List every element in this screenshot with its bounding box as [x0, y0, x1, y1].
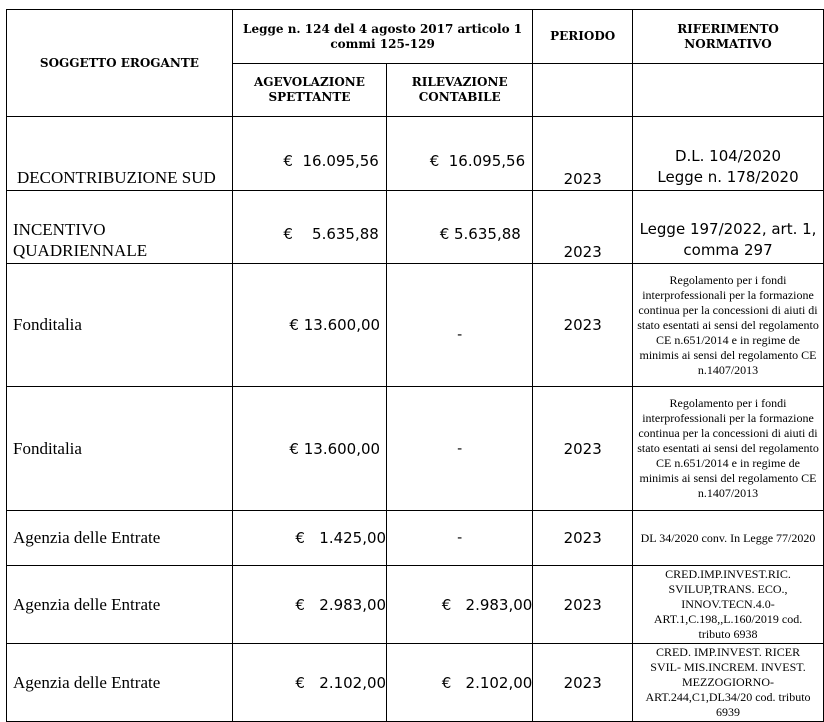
row-agevolazione: € 1.425,00	[232, 511, 386, 566]
row-agevolazione: € 2.102,00	[232, 644, 386, 722]
row-periodo: 2023	[533, 117, 633, 191]
row-riferimento: Regolamento per i fondi interprofessionali per la formazione continua per la concessioni di aiuti di stato esentati ai sensi del regolamento CE n.651/2014 e in regime de minimis ai sensi del regolamento CE n.1407/2013	[633, 387, 824, 511]
row-riferimento: DL 34/2020 conv. In Legge 77/2020	[633, 511, 824, 566]
row-rilevazione: € 2.102,00	[387, 644, 533, 722]
table-row	[7, 644, 824, 722]
row-rilevazione: -	[387, 387, 533, 511]
row-periodo: 2023	[533, 387, 633, 511]
header-legge: Legge n. 124 del 4 agosto 2017 articolo 1 commi 125-129	[232, 10, 533, 64]
row-riferimento: Regolamento per i fondi interprofessionali per la formazione continua per la concessioni di aiuti di stato esentati ai sensi del regolamento CE n.651/2014 e in regime de minimis ai sensi del regolamento CE n.1407/2013	[633, 264, 824, 387]
row-riferimento: CRED.IMP.INVEST.RIC. SVILUP,TRANS. ECO., INNOV.TECN.4.0-ART.1,C.198,,L.160/2019 cod. tributo 6938	[633, 566, 824, 644]
header-rilevazione: RILEVAZIONE CONTABILE	[387, 64, 533, 117]
row-agevolazione: € 13.600,00	[232, 387, 386, 511]
row-periodo: 2023	[533, 566, 633, 644]
row-soggetto: Fonditalia	[7, 387, 233, 511]
aid-disclosure-table	[6, 9, 824, 722]
header-riferimento: RIFERIMENTO NORMATIVO	[633, 10, 824, 64]
row-riferimento: Legge 197/2022, art. 1, comma 297	[633, 191, 824, 264]
table-row	[7, 264, 824, 387]
row-agevolazione: € 5.635,88	[232, 191, 386, 264]
header-periodo-empty	[533, 64, 633, 117]
row-soggetto: Agenzia delle Entrate	[7, 511, 233, 566]
row-agevolazione: € 2.983,00	[232, 566, 386, 644]
row-agevolazione: € 16.095,56	[232, 117, 386, 191]
row-rilevazione: -	[387, 511, 533, 566]
row-soggetto: Agenzia delle Entrate	[7, 644, 233, 722]
row-soggetto: INCENTIVO QUADRIENNALE	[7, 191, 233, 264]
row-rilevazione: -	[387, 264, 533, 387]
header-soggetto: SOGGETTO EROGANTE	[7, 10, 233, 117]
row-soggetto: Agenzia delle Entrate	[7, 566, 233, 644]
row-periodo: 2023	[533, 191, 633, 264]
row-periodo: 2023	[533, 644, 633, 722]
row-riferimento: D.L. 104/2020 Legge n. 178/2020	[633, 117, 824, 191]
header-periodo: PERIODO	[533, 10, 633, 64]
table-row	[7, 117, 824, 191]
header-riferimento-empty	[633, 64, 824, 117]
row-rilevazione: € 16.095,56	[387, 117, 533, 191]
row-soggetto: DECONTRIBUZIONE SUD	[7, 117, 233, 191]
row-rilevazione: € 2.983,00	[387, 566, 533, 644]
table-row	[7, 387, 824, 511]
row-periodo: 2023	[533, 511, 633, 566]
row-periodo: 2023	[533, 264, 633, 387]
table-row	[7, 191, 824, 264]
row-agevolazione: € 13.600,00	[232, 264, 386, 387]
row-soggetto: Fonditalia	[7, 264, 233, 387]
table-row	[7, 566, 824, 644]
row-rilevazione: € 5.635,88	[387, 191, 533, 264]
table-row	[7, 511, 824, 566]
row-riferimento: CRED. IMP.INVEST. RICER SVIL- MIS.INCREM. INVEST. MEZZOGIORNO-ART.244,C1,DL34/20 cod. tributo 6939	[633, 644, 824, 722]
header-agevolazione: AGEVOLAZIONE SPETTANTE	[232, 64, 386, 117]
